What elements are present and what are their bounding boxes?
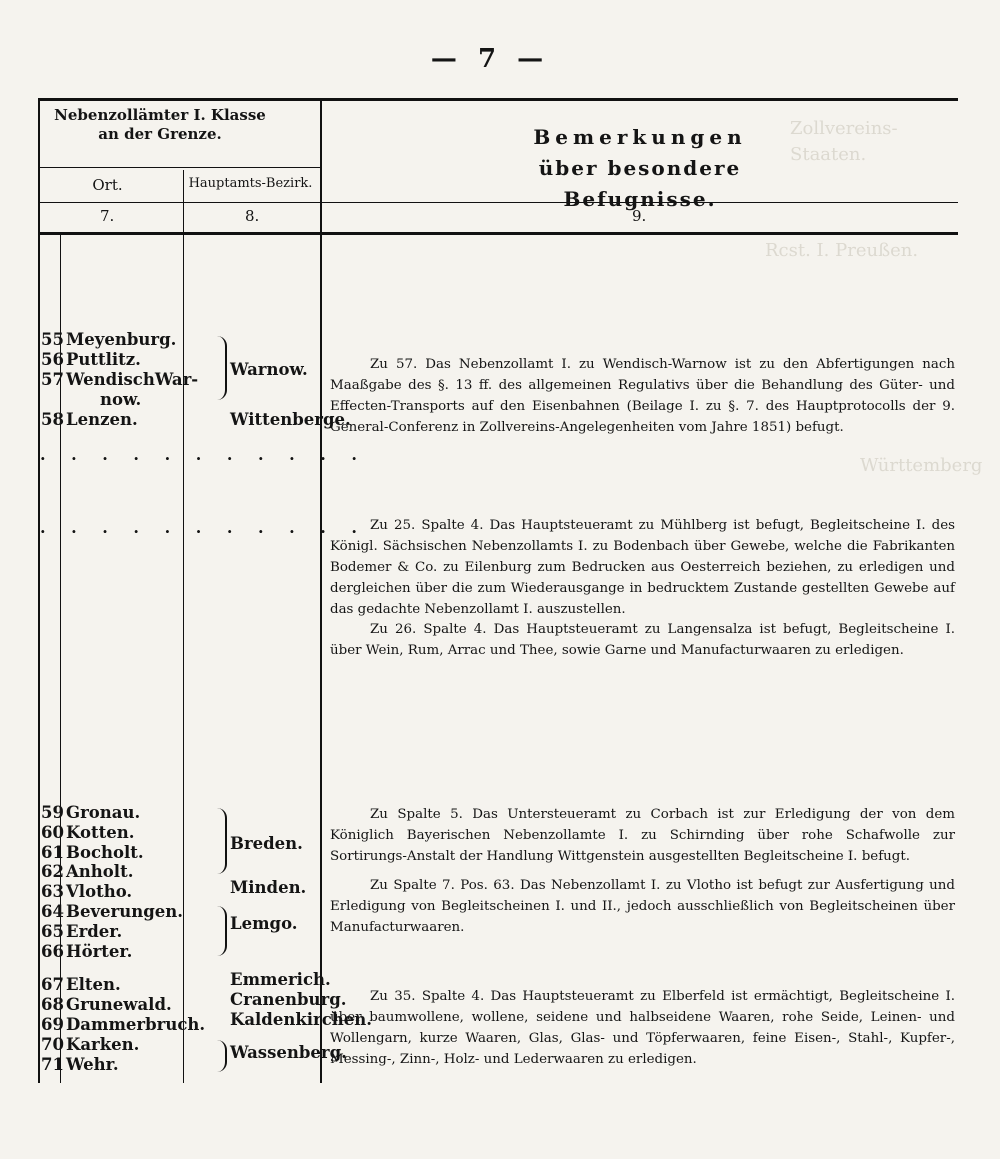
row-number: 62 <box>41 862 64 881</box>
district-name: Minden. <box>230 878 307 897</box>
subheader-rule <box>38 167 320 168</box>
place-name: Puttlitz. <box>66 350 141 369</box>
place-name: Grunewald. <box>66 995 172 1014</box>
place-name: Anholt. <box>66 862 134 881</box>
row-number: 66 <box>41 942 64 961</box>
brace-wassenberg <box>215 1040 227 1072</box>
row-number: 60 <box>41 823 64 842</box>
place-name: Dammerbruch. <box>66 1015 206 1034</box>
row-number: 57 <box>41 370 64 389</box>
row-number: 59 <box>41 803 64 822</box>
brace-breden <box>215 808 227 874</box>
district-name: Warnow. <box>230 360 308 379</box>
ellipsis-row: . . . . . . . . . . . <box>40 445 367 464</box>
place-name: Erder. <box>66 922 123 941</box>
bleed-through-text: Württemberg <box>860 455 983 476</box>
column-header-hauptamts-bezirk: Hauptamts-Bezirk. <box>188 176 313 191</box>
place-name: Hörter. <box>66 942 133 961</box>
column-number-8: 8. <box>245 207 260 225</box>
place-name: Bocholt. <box>66 843 144 862</box>
column-number-7: 7. <box>100 207 115 225</box>
row-number: 69 <box>41 1015 64 1034</box>
remark-paragraph: Zu Spalte 5. Das Untersteueramt zu Corbach ist zur Erledigung der von dem Königlich Bayerischen Nebenzollamte I. zu Schirnding über rohe Schafwolle zur Sortirungs-Anstalt der Handlung Wittgenstein ausgestellten Begleitscheine I. befugt. <box>330 807 955 864</box>
place-name: Wehr. <box>66 1055 119 1074</box>
place-name: Elten. <box>66 975 121 994</box>
bleed-through-text: Rcst. I. Preußen. <box>765 240 919 261</box>
remarks-divider <box>320 98 322 1083</box>
place-name: Gronau. <box>66 803 141 822</box>
page-number: — 7 — <box>430 44 550 74</box>
bleed-through-text: Staaten. <box>790 144 867 165</box>
district-name: Lemgo. <box>230 914 298 933</box>
row-number: 61 <box>41 843 64 862</box>
place-name: WendischWar- <box>66 370 199 389</box>
place-name: now. <box>100 390 142 409</box>
column-header-bemerkungen <box>470 122 810 215</box>
remark-paragraph: Zu 57. Das Nebenzollamt I. zu Wendisch-Warnow ist zu den Abfertigungen nach Maaßgabe des §. 13 ff. des allgemeinen Regulativs über die Behandlung des Güter- und Effecten-Transports auf den Eisenbahnen (Beilage I. zu §. 7. des Hauptprotocolls der 9. General-Conferenz in Zollvereins-Angelegenheiten vom Jahre 1851) befugt. <box>330 357 955 435</box>
row-number: 65 <box>41 922 64 941</box>
column-header-ort: Ort. <box>92 176 123 194</box>
place-name: Vlotho. <box>66 882 133 901</box>
district-name: Emmerich. <box>230 970 331 989</box>
remark-paragraph: Zu 35. Spalte 4. Das Hauptsteueramt zu Elberfeld ist ermächtigt, Begleitscheine I. über baumwollene, wollene, seidene und halbseidene Waaren, rohe Seide, Leinen- und Wollengarn, kurze Waaren, Glas, Glas- und Töpferwaaren, feine Eisen-, Stahl-, Kupfer-, Messing-, Zinn-, Holz- und Lederwaaren zu erledigen. <box>330 989 955 1067</box>
row-number: 55 <box>41 330 64 349</box>
remark-paragraph: Zu 26. Spalte 4. Das Hauptsteueramt zu Langensalza ist befugt, Begleitscheine I. über Wein, Rum, Arrac und Thee, sowie Garne und Manufacturwaaren zu erledigen. <box>330 622 955 658</box>
bleed-through-text: Zollvereins- <box>790 118 898 139</box>
district-name: Cranenburg. <box>230 990 347 1009</box>
place-name: Beverungen. <box>66 902 183 921</box>
place-name: Karken. <box>66 1035 140 1054</box>
column-number-9: 9. <box>632 207 647 225</box>
brace-lemgo <box>215 906 227 956</box>
row-number: 71 <box>41 1055 64 1074</box>
bezirk-divider <box>183 170 184 1083</box>
ellipsis-row: . . . . . . . . . . . <box>40 518 367 537</box>
district-name: Wassenberg. <box>230 1043 347 1062</box>
place-name: Kotten. <box>66 823 135 842</box>
column-title-line2: an der Grenze. <box>98 124 222 143</box>
row-number: 58 <box>41 410 64 429</box>
place-name: Lenzen. <box>66 410 138 429</box>
row-number: 70 <box>41 1035 64 1054</box>
district-name: Breden. <box>230 834 303 853</box>
column-title-nebenzollaemter <box>40 106 280 144</box>
row-number: 56 <box>41 350 64 369</box>
row-number: 63 <box>41 882 64 901</box>
remark-paragraph: Zu Spalte 7. Pos. 63. Das Nebenzollamt I. zu Vlotho ist befugt zur Ausfertigung und Erledigung von Begleitscheinen I. und II., jedoch ausschließlich von Begleitscheinen über Manufacturwaaren. <box>330 878 955 935</box>
column-title-line1: Nebenzollämter I. Klasse <box>54 106 266 124</box>
bemerkungen-line2: über besondere Befugnisse. <box>538 156 742 211</box>
remark-paragraph: Zu 25. Spalte 4. Das Hauptsteueramt zu Mühlberg ist befugt, Begleitscheine I. des Königl. Sächsischen Nebenzollamts I. zu Bodenbach über Gewebe, welche die Fabrikanten Bodemer & Co. zu Eilenburg zum Bedrucken aus Oesterreich beziehen, zu erledigen und dergleichen über die zum Wiederausgange in bedrucktem Zustande gestellten Gewebe auf das gedachte Nebenzollamt I. auszustellen. <box>330 518 955 617</box>
column-number-rule <box>38 232 958 235</box>
place-name: Meyenburg. <box>66 330 177 349</box>
row-number: 68 <box>41 995 64 1014</box>
table-top-rule <box>38 98 958 101</box>
row-number: 64 <box>41 902 64 921</box>
row-number: 67 <box>41 975 64 994</box>
district-name: Kaldenkirchen. <box>230 1010 373 1029</box>
bemerkungen-line1: Bemerkungen <box>533 125 747 149</box>
brace-warnow <box>215 336 227 400</box>
district-name: Wittenberge. <box>230 410 351 429</box>
